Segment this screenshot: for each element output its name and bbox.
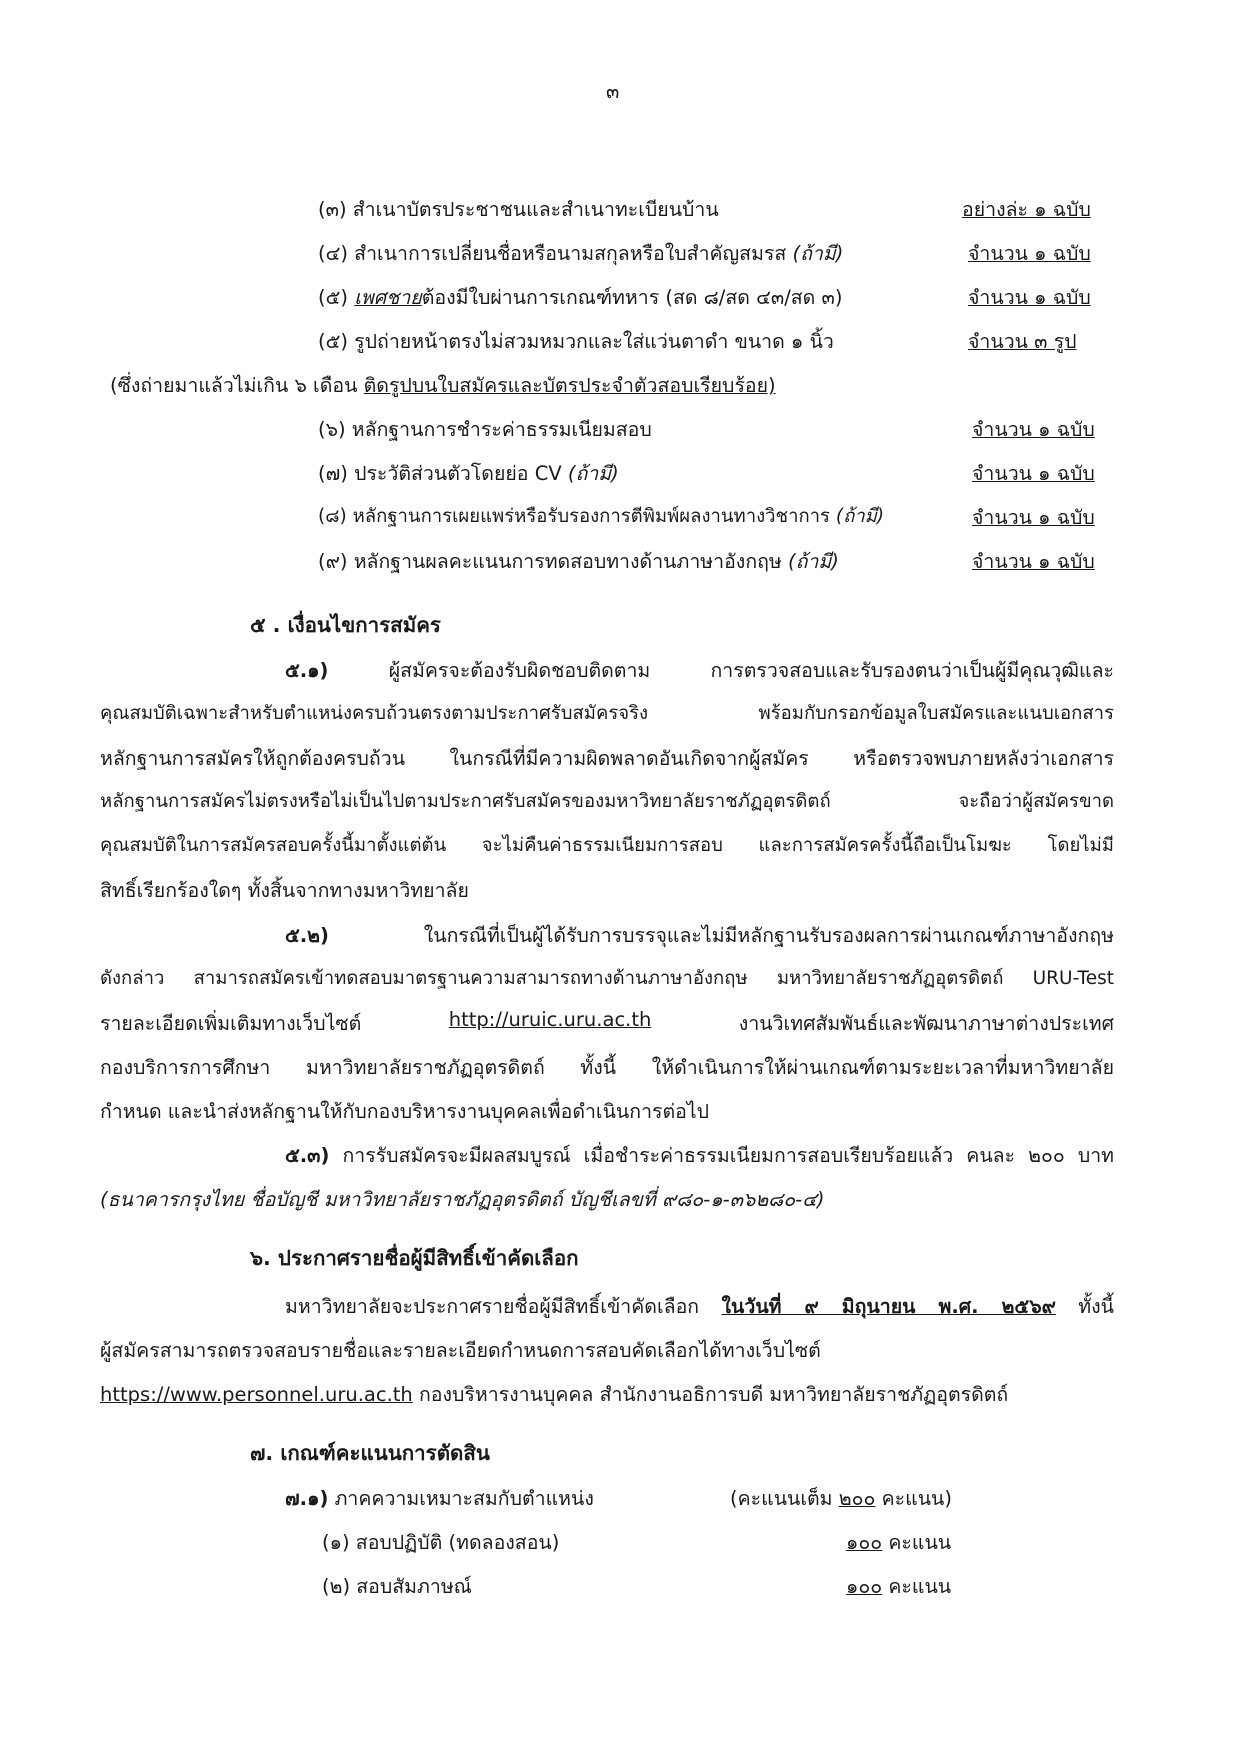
- document-item-label: (๘) หลักฐานการเผยแพร่หรือรับรองการตีพิมพ์ผลงานทางวิชาการ (ถ้ามี): [318, 506, 885, 527]
- paragraph-line: หลักฐานการสมัครให้ถูกต้องครบถ้วน ในกรณีที่มีความผิดพลาดอันเกิดจากผู้สมัคร หรือตรวจพบภายหลังว่าเอกสาร: [100, 747, 1114, 770]
- document-item-label: (๕) เพศชายต้องมีใบผ่านการเกณฑ์ทหาร (สด ๘/สด ๔๓/สด ๓): [318, 286, 843, 309]
- criteria-subitem: (๑) สอบปฏิบัติ (ทดลองสอน): [322, 1531, 560, 1554]
- paragraph-line: กำหนด และนำส่งหลักฐานให้กับกองบริหารงานบุคคลเพื่อดำเนินการต่อไป: [100, 1100, 710, 1123]
- paragraph-line: ดังกล่าว สามารถสมัครเข้าทดสอบมาตรฐานความสามารถทางด้านภาษาอังกฤษ มหาวิทยาลัยราชภัฏอุตรดิตถ์ URU-Test: [100, 968, 1114, 989]
- document-item-label: (๕) รูปถ่ายหน้าตรงไม่สวมหมวกและใส่แว่นตาดำ ขนาด ๑ นิ้ว: [318, 330, 834, 353]
- document-item-count: จำนวน ๑ ฉบับ: [972, 506, 1095, 529]
- paragraph-line: สิทธิ์เรียกร้องใดๆ ทั้งสิ้นจากทางมหาวิทยาลัย: [100, 879, 469, 902]
- document-item-label: (๙) หลักฐานผลคะแนนการทดสอบทางด้านภาษาอังกฤษ (ถ้ามี): [318, 550, 839, 573]
- document-item-count: จำนวน ๓ รูป: [968, 330, 1077, 353]
- criteria-score: ๑๐๐ คะแนน: [846, 1531, 952, 1554]
- section-heading: ๖. ประกาศรายชื่อผู้มีสิทธิ์เข้าคัดเลือก: [250, 1246, 579, 1270]
- paragraph-line: https://www.personnel.uru.ac.th กองบริหารงานบุคคล สำนักงานอธิการบดี มหาวิทยาลัยราชภัฏอุตรดิตถ์: [100, 1383, 1009, 1406]
- criteria-subitem: (๒) สอบสัมภาษณ์: [322, 1575, 472, 1598]
- paragraph-line: รายละเอียดเพิ่มเติมทางเว็บไซต์ http://uruic.uru.ac.th งานวิเทศสัมพันธ์และพัฒนาภาษาต่างประเทศ: [100, 1008, 1114, 1039]
- uruic-link[interactable]: http://uruic.uru.ac.th: [448, 1008, 652, 1031]
- paragraph-line: ๕.๓) การรับสมัครจะมีผลสมบูรณ์ เมื่อชำระค่าธรรมเนียมการสอบเรียบร้อยแล้ว คนละ ๒๐๐ บาท: [285, 1144, 1114, 1167]
- photo-note: (ซึ่งถ่ายมาแล้วไม่เกิน ๖ เดือน ติดรูปบนใบสมัครและบัตรประจำตัวสอบเรียบร้อย): [110, 374, 776, 397]
- document-item-count: จำนวน ๑ ฉบับ: [972, 418, 1095, 441]
- paragraph-line: คุณสมบัติในการสมัครสอบครั้งนี้มาตั้งแต่ต้น จะไม่คืนค่าธรรมเนียมการสอบ และการสมัครครั้งนี้ถือเป็นโมฆะ โดยไม่มี: [100, 835, 1114, 856]
- criteria-item: ๗.๑) ภาคความเหมาะสมกับตำแหน่ง: [285, 1487, 594, 1510]
- document-item-count: จำนวน ๑ ฉบับ: [968, 286, 1091, 309]
- paragraph-line: กองบริการการศึกษา มหาวิทยาลัยราชภัฏอุตรดิตถ์ ทั้งนี้ ให้ดำเนินการให้ผ่านเกณฑ์ตามระยะเวลาที่มหาวิทยาลัย: [100, 1056, 1114, 1079]
- document-item-label: (๔) สำเนาการเปลี่ยนชื่อหรือนามสกุลหรือใบสำคัญสมรส (ถ้ามี): [318, 242, 844, 265]
- page-number: ๓: [606, 80, 620, 103]
- section-heading: ๗. เกณฑ์คะแนนการตัดสิน: [250, 1441, 490, 1465]
- paragraph-line: ๕.๒) ในกรณีที่เป็นผู้ได้รับการบรรจุและไม่มีหลักฐานรับรองผลการผ่านเกณฑ์ภาษาอังกฤษ: [285, 924, 1114, 947]
- paragraph-line: ผู้สมัครสามารถตรวจสอบรายชื่อและรายละเอียดกำหนดการสอบคัดเลือกได้ทางเว็บไซต์: [100, 1339, 821, 1362]
- bank-account-line: (ธนาคารกรุงไทย ชื่อบัญชี มหาวิทยาลัยราชภัฏอุตรดิตถ์ บัญชีเลขที่ ๙๘๐-๑-๓๖๒๘๐-๔): [100, 1188, 825, 1211]
- document-item-count: จำนวน ๑ ฉบับ: [972, 462, 1095, 485]
- document-item-label: (๖) หลักฐานการชำระค่าธรรมเนียมสอบ: [318, 418, 652, 441]
- document-item-label: (๗) ประวัติส่วนตัวโดยย่อ CV (ถ้ามี): [318, 462, 619, 485]
- paragraph-line: มหาวิทยาลัยจะประกาศรายชื่อผู้มีสิทธิ์เข้าคัดเลือก ในวันที่ ๙ มิถุนายน พ.ศ. ๒๕๖๙ ทั้งนี้: [285, 1295, 1114, 1318]
- criteria-full-score: (คะแนนเต็ม ๒๐๐ คะแนน): [730, 1487, 952, 1510]
- paragraph-line: ๕.๑) ผู้สมัครจะต้องรับผิดชอบติดตาม การตรวจสอบและรับรองตนว่าเป็นผู้มีคุณวุฒิและ: [285, 659, 1114, 682]
- document-item-count: อย่างล่ะ ๑ ฉบับ: [962, 198, 1091, 221]
- section-heading: ๕ . เงื่อนไขการสมัคร: [250, 613, 441, 637]
- paragraph-line: คุณสมบัติเฉพาะสำหรับตำแหน่งครบถ้วนตรงตามประกาศรับสมัครจริง พร้อมกับกรอกข้อมูลใบสมัครและแนบเอกสาร: [100, 703, 1114, 724]
- document-item-label: (๓) สำเนาบัตรประชาชนและสำเนาทะเบียนบ้าน: [318, 198, 719, 221]
- personnel-link[interactable]: https://www.personnel.uru.ac.th: [100, 1383, 413, 1406]
- paragraph-line: หลักฐานการสมัครไม่ตรงหรือไม่เป็นไปตามประกาศรับสมัครของมหาวิทยาลัยราชภัฏอุตรดิตถ์ จะถือว่าผู้สมัครขาด: [100, 791, 1114, 812]
- document-item-count: จำนวน ๑ ฉบับ: [968, 242, 1091, 265]
- criteria-score: ๑๐๐ คะแนน: [846, 1575, 952, 1598]
- document-item-count: จำนวน ๑ ฉบับ: [972, 550, 1095, 573]
